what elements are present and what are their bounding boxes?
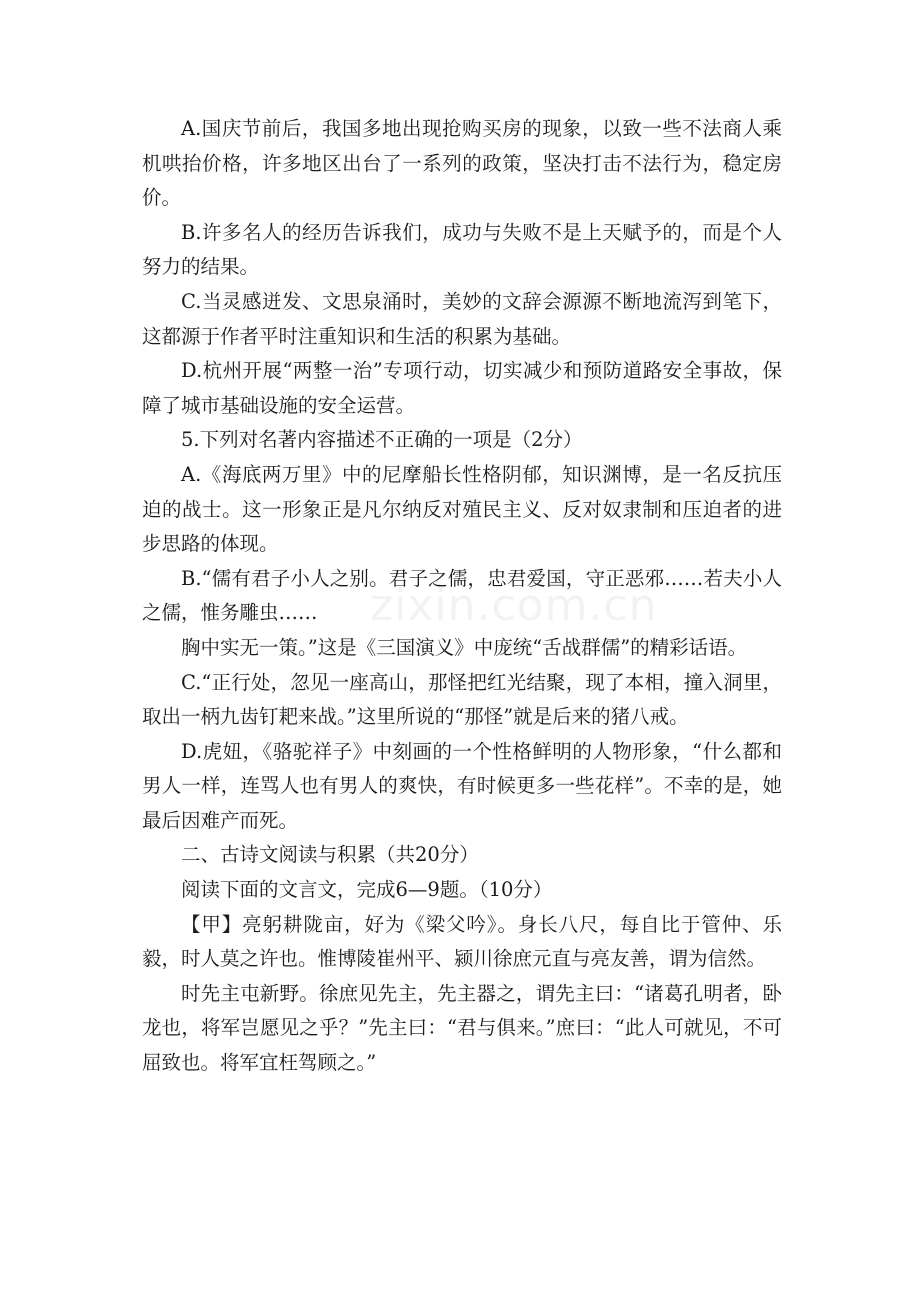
option-b-q4: B.许多名人的经历告诉我们，成功与失败不是上天赋予的，而是个人努力的结果。 xyxy=(142,220,782,279)
option-d-q5: D.虎妞，《骆驼祥子》中刻画的一个性格鲜明的人物形象，“什么都和男人一样，连骂人也有男人的爽快，有时候更多一些花样”。不幸的是，她最后因难产而死。 xyxy=(142,739,782,832)
option-b-q5: B.“儒有君子小人之别。君子之儒，忠君爱国，守正恶邪……若夫小人之儒，惟务雕虫…… xyxy=(142,566,782,625)
watermark: zixin.com.cn xyxy=(370,580,658,631)
section-heading: 二、古诗文阅读与积累（共20分） xyxy=(181,843,479,867)
document-body xyxy=(142,112,782,1081)
classical-text-jia-2: 时先主屯新野。徐庶见先主，先主器之，谓先主曰：“诸葛孔明者，卧龙也，将军岂愿见之乎？”先主曰：“君与俱来。”庶曰：“此人可就见，不可屈致也。将军宜枉驾顾之。” xyxy=(142,981,782,1075)
reading-instruction: 阅读下面的文言文，完成6—9题。（10分） xyxy=(181,878,553,902)
question-5: 5.下列对名著内容描述不正确的一项是（2分） xyxy=(181,428,583,452)
classical-text-jia-1: 【甲】亮躬耕陇亩，好为《梁父吟》。身长八尺，每自比于管仲、乐毅，时人莫之许也。惟博陵崔州平、颍川徐庶元直与亮友善，谓为信然。 xyxy=(142,912,782,971)
option-c-q5: C.“正行处，忽见一座高山，那怪把红光结聚，现了本相，撞入洞里，取出一柄九齿钉耙来战。”这里所说的“那怪”就是后来的猪八戒。 xyxy=(142,670,782,729)
option-b-q5-continued: 胸中实无一策。”这是《三国演义》中庞统“舌战群儒”的精彩话语。 xyxy=(181,635,748,659)
option-d-q4: D.杭州开展“两整一治”专项行动，切实减少和预防道路安全事故，保障了城市基础设施的安全运营。 xyxy=(142,359,782,417)
option-a-q5: A.《海底两万里》中的尼摩船长性格阴郁，知识渊博，是一名反抗压迫的战士。这一形象正是凡尔纳反对殖民主义、反对奴隶制和压迫者的进步思路的体现。 xyxy=(142,462,782,556)
option-a-q4: A.国庆节前后，我国多地出现抢购买房的现象，以致一些不法商人乘机哄抬价格，许多地区出台了一系列的政策，坚决打击不法行为，稳定房价。 xyxy=(142,117,782,210)
option-c-q4: C.当灵感迸发、文思泉涌时，美妙的文辞会源源不断地流泻到笔下，这都源于作者平时注重知识和生活的积累为基础。 xyxy=(142,289,782,348)
